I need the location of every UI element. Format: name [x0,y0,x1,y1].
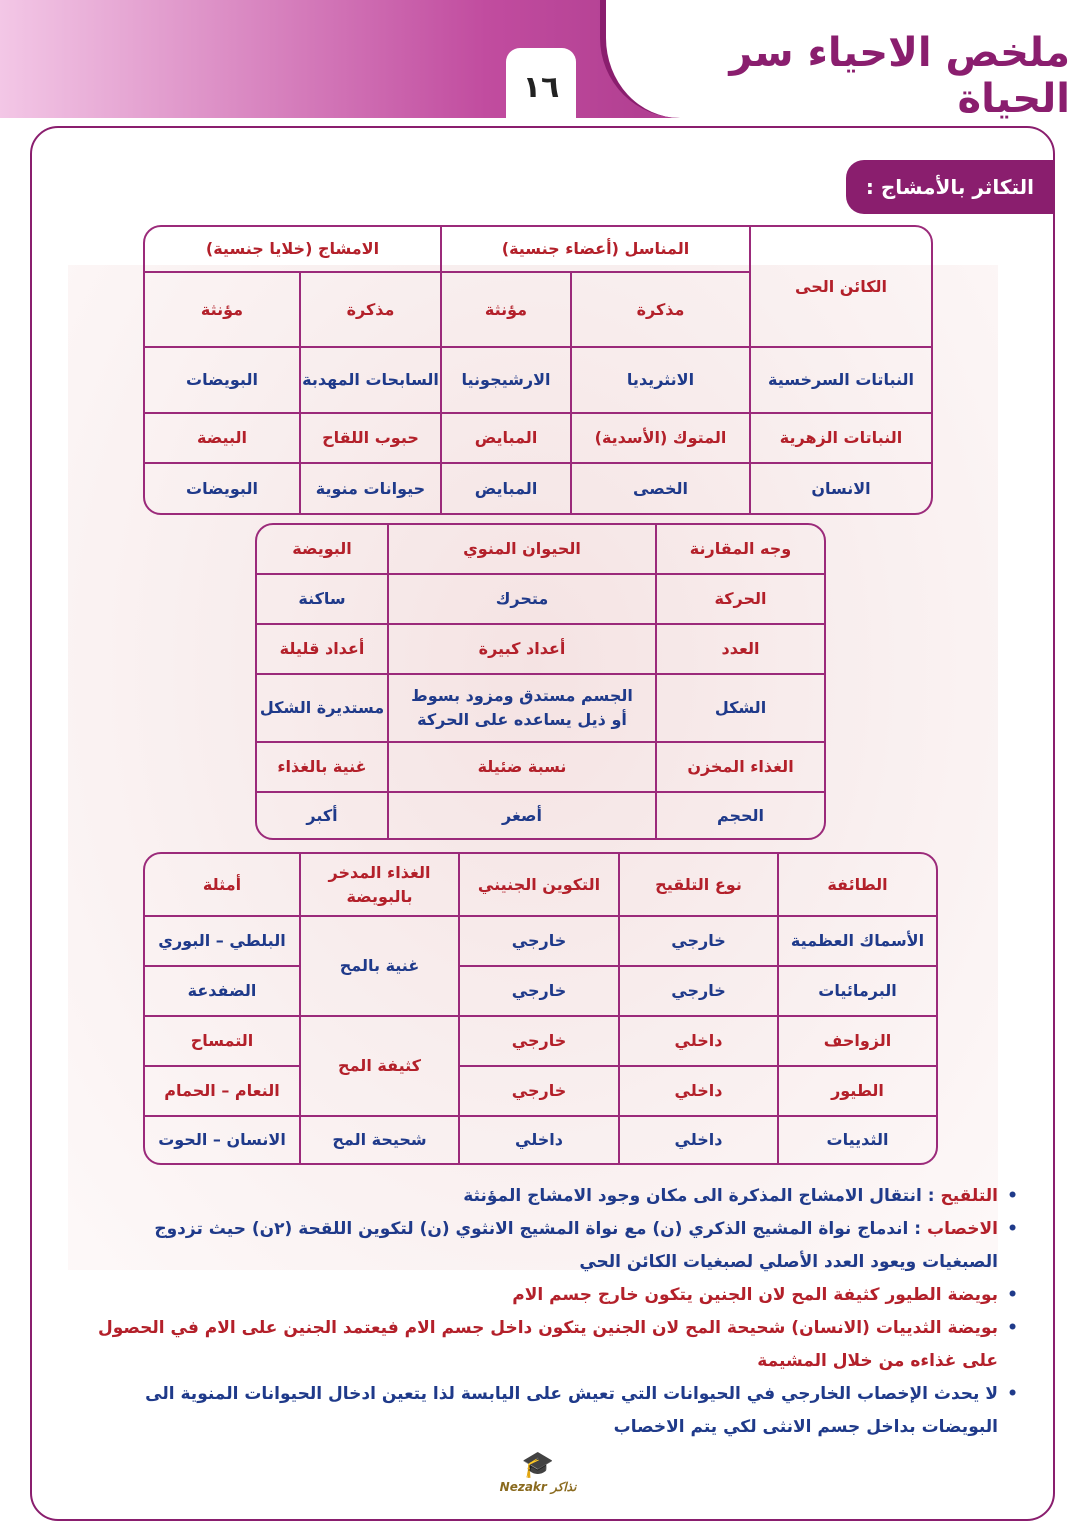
header-cell: الغذاء المدخر بالبويضة [299,854,458,917]
cell: الخصى [570,464,749,513]
table-header-row [257,525,824,575]
table-row [145,917,936,967]
cell: النباتات الزهرية [749,414,931,464]
logo-text: Nezakr نذاكر [499,1480,577,1494]
cell: أصغر [387,793,655,838]
cell: داخلي [618,1017,777,1067]
table-row [145,1117,936,1163]
cell: البيضة [145,414,299,464]
sperm-egg-comparison-table [255,523,826,840]
cell: داخلي [458,1117,618,1163]
note-term: التلقيح [940,1186,998,1206]
table-row [145,967,936,1017]
header-cell: الكائن الحى [749,227,931,348]
cell: خارجي [618,917,777,967]
header-cell: الامشاج (خلايا جنسية) [145,227,440,273]
note-item [78,1180,998,1213]
cell: خارجي [458,967,618,1017]
note-item [78,1312,998,1378]
header-cell: مؤنثة [145,273,299,348]
cell: كثيفة المح [299,1017,458,1117]
cell: الانثريديا [570,348,749,414]
page-title: ملخص الاحياء سر الحياة [729,30,1070,122]
header-cell: نوع التلقيح [618,854,777,917]
cell: الأسماك العظمية [777,917,936,967]
header-cell: مذكرة [570,273,749,348]
cell: نسبة ضئيلة [387,743,655,793]
cell: الثدييات [777,1117,936,1163]
cell: أعداد كبيرة [387,625,655,675]
gonads-table [143,225,933,515]
cell: خارجي [618,967,777,1017]
header-cell: أمثلة [145,854,299,917]
note-item [78,1279,998,1312]
table-row [145,1017,936,1067]
cell: الحجم [655,793,824,838]
table-row [257,793,824,838]
vertebrate-reproduction-table [143,852,938,1165]
note-text: لا يحدث الإخصاب الخارجي في الحيوانات التي تعيش على اليابسة لذا يتعين ادخال الحيوانات المنوية الى البويضات بداخل جسم الانثى لكي يتم الاخصاب [145,1384,998,1437]
cell: التمساح [145,1017,299,1067]
cell: متحرك [387,575,655,625]
cell: المتوك (الأسدية) [570,414,749,464]
cell: مستديرة الشكل [257,675,387,743]
note-text: بويضة الثدييات (الانسان) شحيحة المح لان الجنين يتكون داخل جسم الام فيعتمد الجنين على الام في الحصول على غذاءه من خلال المشيمة [98,1318,998,1371]
table-row [145,1067,936,1117]
cell: المبايض [440,414,570,464]
note-item [78,1378,998,1444]
header-cell: المناسل (أعضاء جنسية) [440,227,749,273]
cell: داخلي [618,1067,777,1117]
cell: الارشيجونيا [440,348,570,414]
cell: الشكل [655,675,824,743]
table-row [145,464,931,513]
cell: غنية بالمح [299,917,458,1017]
cell: الانسان – الحوت [158,1130,286,1149]
cell: البويضات [145,348,299,414]
cell: السابحات المهدبة [299,348,440,414]
cell: ساكنة [257,575,387,625]
cell: غنية بالغذاء [257,743,387,793]
cell: النعام – الحمام [145,1067,299,1117]
cell: أعداد قليلة [257,625,387,675]
cell: الغذاء المخزن [655,743,824,793]
table-row [257,575,824,625]
cell: خارجي [458,917,618,967]
notes-list [78,1180,998,1444]
table-row [257,743,824,793]
note-text: بويضة الطيور كثيفة المح لان الجنين يتكون خارج جسم الام [512,1285,998,1305]
cell: المبايض [440,464,570,513]
note-item [78,1213,998,1279]
cell: الجسم مستدق ومزود بسوط أو ذيل يساعده على الحركة [387,675,655,743]
cell: الحركة [655,575,824,625]
note-term: الاخصاب [927,1219,998,1239]
header-cell: البويضة [257,525,387,575]
cell: حبوب اللقاح [299,414,440,464]
cell: شحيحة المح [299,1117,458,1163]
cell: أكبر [306,805,338,825]
cell: داخلي [618,1117,777,1163]
note-text: : اندماج نواة المشيج الذكري (ن) مع نواة المشيج الانثوي (ن) لتكوين اللقحة (٢ن) حيث تزدوج الصبغيات ويعود العدد الأصلي لصبغيات الكائن الحي [154,1219,998,1272]
section-title: التكاثر بالأمشاج : [846,160,1054,214]
cell: العدد [655,625,824,675]
cell: الضفدعة [145,967,299,1017]
cell: خارجي [458,1067,618,1117]
cell: خارجي [458,1017,618,1067]
page-number: ١٦ [506,48,576,118]
cell: الزواحف [777,1017,936,1067]
header-cell: التكوين الجنيني [458,854,618,917]
header-cell: مذكرة [299,273,440,348]
cell: البلطي – البوري [145,917,299,967]
nezakr-logo [488,1450,588,1520]
cell: النباتات السرخسية [749,348,931,414]
table-row [145,348,931,414]
cell: البرمائيات [777,967,936,1017]
header-cell: الطائفة [777,854,936,917]
graduation-cap-book-icon: 🎓 [521,1450,555,1480]
cell: الطيور [777,1067,936,1117]
title-box [600,0,1080,122]
table-header-row [145,854,936,917]
note-text: : انتقال الامشاج المذكرة الى مكان وجود الامشاج المؤنثة [463,1186,941,1206]
cell: الانسان [749,464,931,513]
header-cell: مؤنثة [440,273,570,348]
cell: البويضات [186,478,258,498]
cell: حيوانات منوية [299,464,440,513]
header-cell: الحيوان المنوي [387,525,655,575]
header-cell: وجه المقارنة [655,525,824,575]
table-row [145,414,931,464]
table-row [257,625,824,675]
table-row [257,675,824,743]
